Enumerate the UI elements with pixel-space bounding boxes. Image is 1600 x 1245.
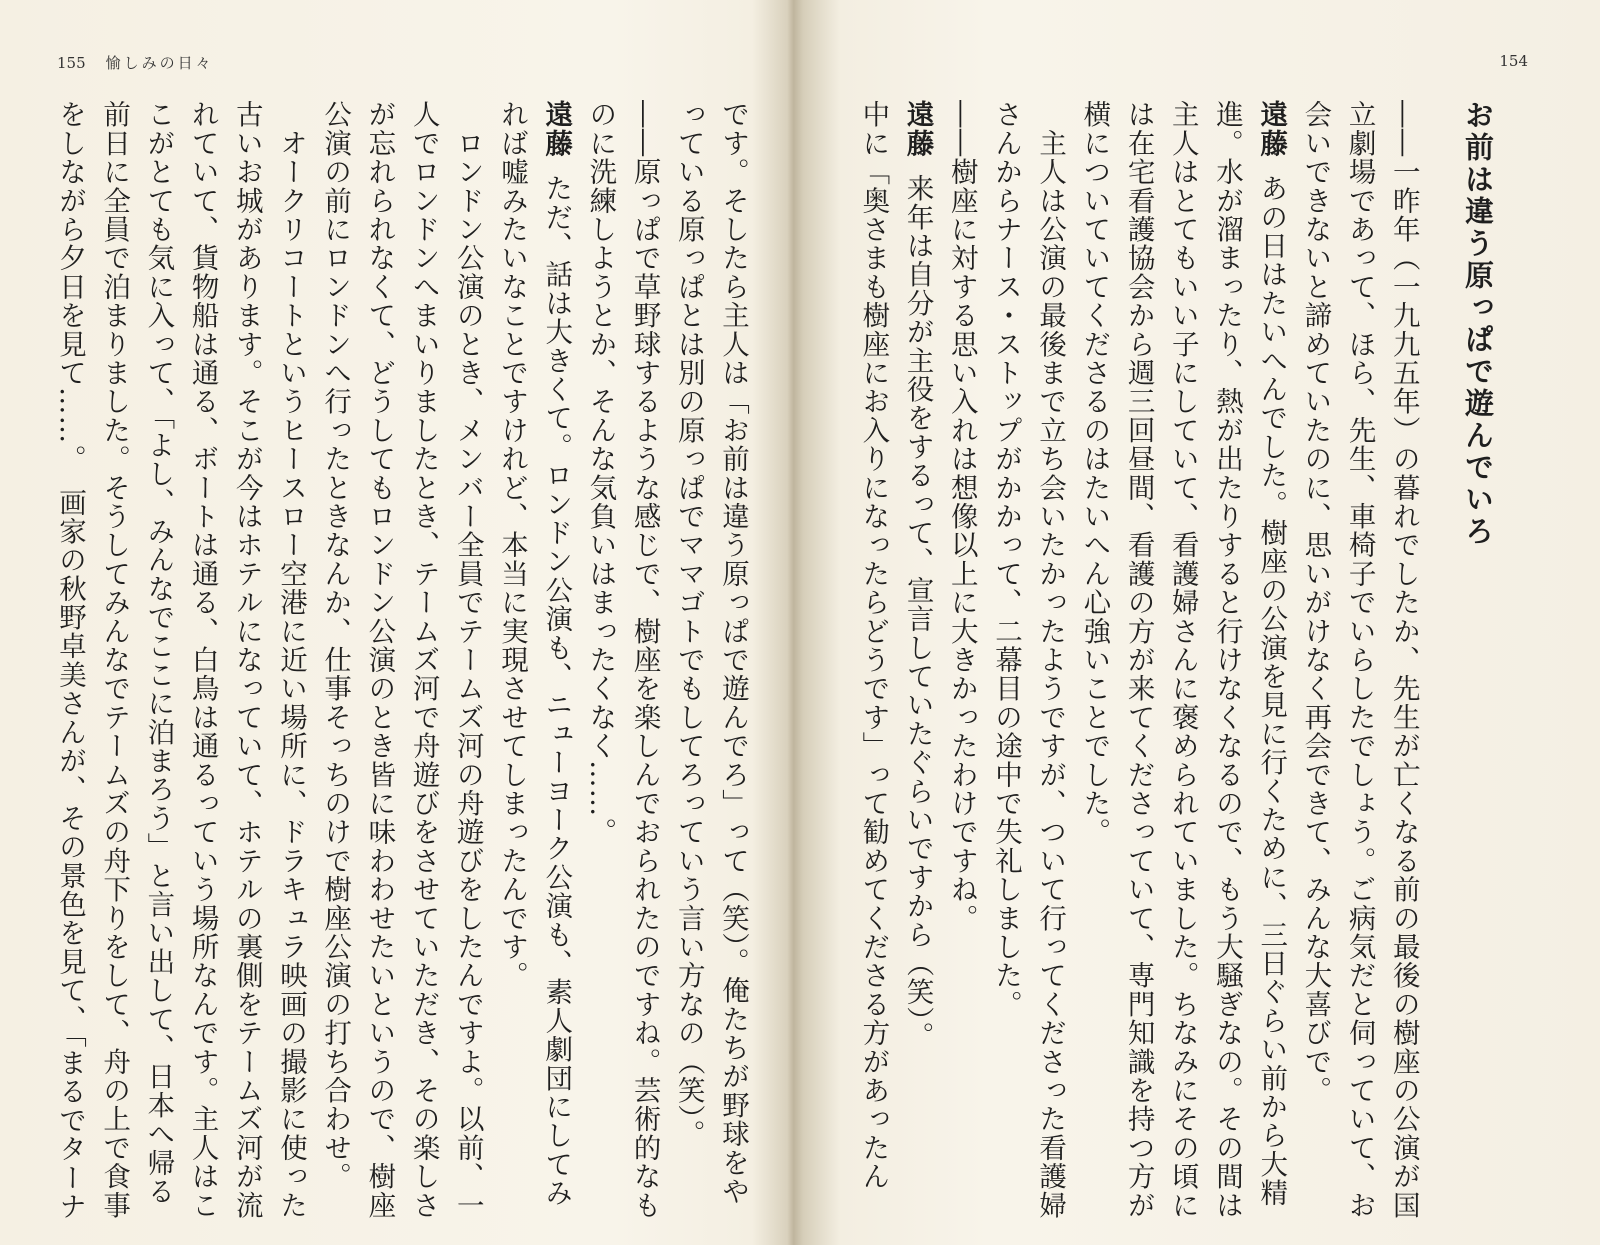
text-line: 遠藤あの日はたいへんでした。樹座の公演を見に行くために、三日ぐらい前から大精 — [1249, 100, 1293, 1230]
text-line: っている原っぱとは別の原っぱでママゴトでもしてろっていう言い方なの（笑）。 — [672, 100, 705, 1149]
section-heading: お前は違う原っぱで遊んでいろ — [1461, 100, 1495, 548]
page-number-left: 155 — [57, 54, 86, 72]
page-number-right: 154 — [1499, 52, 1528, 70]
text-line: 前日に全員で泊まりました。そうしてみんなでテームズの舟下りをして、舟の上で食事 — [98, 100, 131, 1220]
speaker-label: 遠藤 — [1255, 100, 1288, 158]
text-line: ――樹座に対する思い入れは想像以上に大きかったわけですね。 — [945, 100, 978, 933]
speaker-label: 遠藤 — [901, 100, 934, 158]
text-line: 遠藤来年は自分が主役をするって、宣言していたぐらいですから（笑）。 — [895, 100, 939, 1230]
text-line: さんからナース・ストップがかかって、二幕目の途中で失礼しました。 — [989, 100, 1022, 1019]
left-page-body — [48, 100, 755, 1230]
text-line: ロンドン公演のとき、メンバー全員でテームズ河の舟遊びをしたんですよ。以前、一 — [451, 100, 484, 1220]
text-line: れていて、貨物船は通る、ボートは通る、白鳥は通るっていう場所なんです。主人はこ — [186, 100, 219, 1220]
text-line: 遠藤ただ、話は大きくて。ロンドン公演も、ニューヨーク公演も、素人劇団にしてみ — [534, 100, 578, 1230]
text-line: 人でロンドンへまいりましたとき、テームズ河で舟遊びをさせていただき、その楽しさ — [407, 100, 440, 1220]
text-line: 公演の前にロンドンへ行ったときなんか、仕事そっちのけで樹座公演の打ち合わせ。 — [319, 100, 352, 1191]
left-page — [0, 0, 795, 1245]
text-line: 古いお城があります。そこが今はホテルになっていて、ホテルの裏側をテームズ河が流 — [230, 100, 263, 1220]
running-head-left — [57, 52, 214, 73]
speaker-label: 遠藤 — [540, 100, 573, 158]
text-line: です。そしたら主人は「お前は違う原っぱで遊んでろ」って（笑）。俺たちが野球をや — [717, 100, 749, 1206]
text-line: 中に「奥さまも樹座にお入りになったらどうです」って勧めてくださる方があったん — [857, 100, 890, 1191]
text-line: 横についていてくださるのはたいへん心強いことでした。 — [1078, 100, 1111, 847]
right-page — [805, 0, 1600, 1245]
text-line: れば嘘みたいなことですけれど、本当に実現させてしまったんです。 — [495, 100, 528, 990]
running-head-right — [1499, 52, 1528, 70]
text-line: ――原っぱで草野球するような感じで、樹座を楽しんでおられたのですね。芸術的なも — [628, 100, 661, 1220]
text-line: 会いできないと諦めていたのに、思いがけなく再会できて、みんな大喜びで。 — [1299, 100, 1332, 1105]
text-line: をしながら夕日を見て……。 画家の秋野卓美さんが、その景色を見て、「まるでターナ — [53, 100, 86, 1221]
text-line: 主人は公演の最後まで立ち会いたかったようですが、ついて行ってくださった看護婦 — [1034, 100, 1067, 1220]
text-line: 進。水が溜まったり、熱が出たりすると行けなくなるので、もう大騒ぎなの。その間は — [1210, 100, 1243, 1220]
text-line: 立劇場であって、ほら、先生、車椅子でいらしたでしょう。ご病気だと伺っていて、お — [1343, 100, 1376, 1220]
right-page-body — [851, 100, 1500, 1230]
text-line: が忘れられなくて、どうしてもロンドン公演のとき皆に味わわせたいというので、樹座 — [363, 100, 396, 1220]
text-line: 主人はとてもいい子にしていて、看護婦さんに褒められていました。ちなみにその頃に — [1166, 100, 1199, 1220]
text-line: オークリコートというヒースロー空港に近い場所に、ドラキュラ映画の撮影に使った — [274, 100, 307, 1220]
text-line: こがとても気に入って、「よし、みんなでここに泊まろう」と言い出して、日本へ帰る — [142, 100, 175, 1206]
text-line: のに洗練しようとか、そんな気負いはまったくなく……。 — [584, 100, 617, 847]
text-line: ――一昨年（一九九五年）の暮れでしたか、先生が亡くなる前の最後の樹座の公演が国 — [1387, 100, 1420, 1220]
text-line: は在宅看護協会から週三回昼間、看護の方が来てくださっていて、専門知識を持つ方が — [1122, 100, 1155, 1220]
running-title: 愉しみの日々 — [105, 54, 214, 72]
